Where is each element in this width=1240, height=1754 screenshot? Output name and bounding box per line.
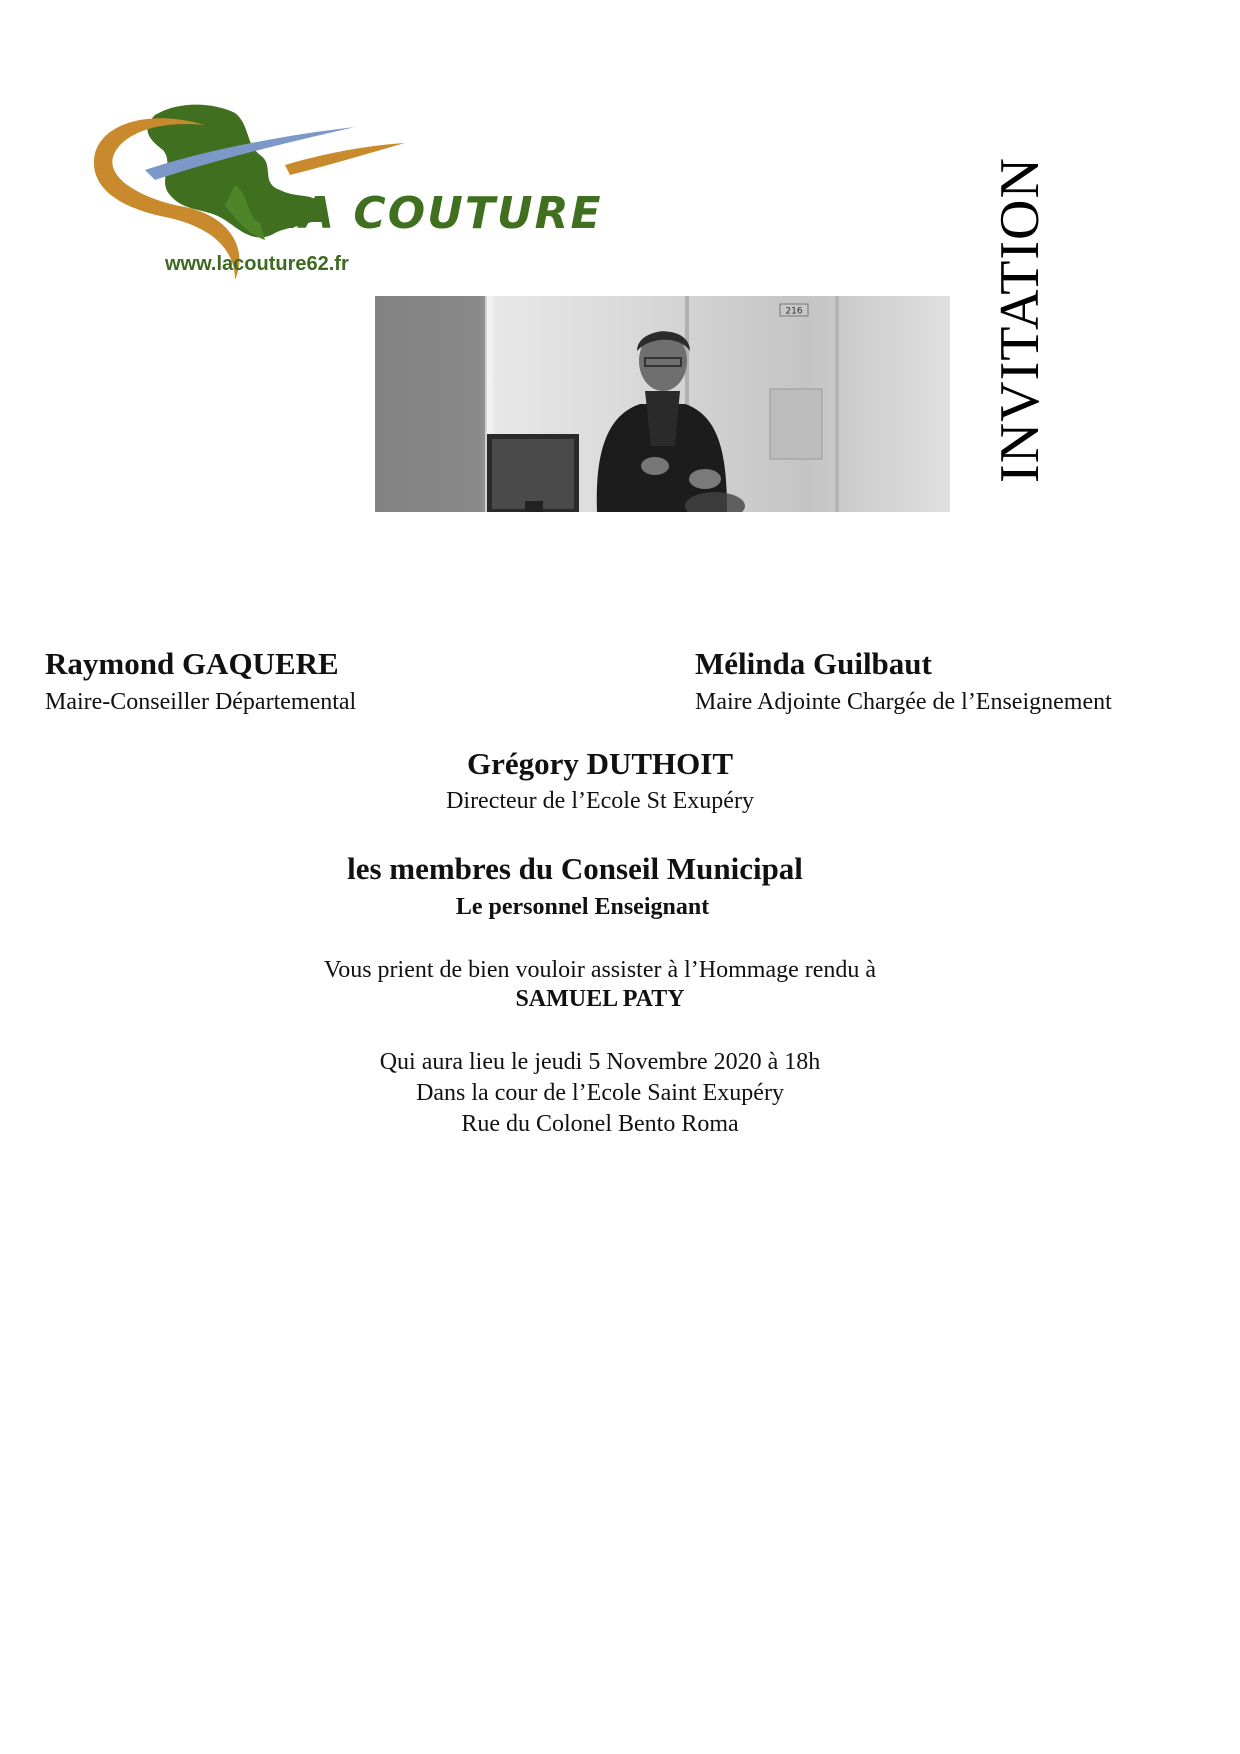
logo-town-name: LA COUTURE <box>270 188 603 239</box>
host-right-role: Maire Adjointe Chargée de l’Enseignement <box>695 689 1112 715</box>
la-couture-logo <box>85 95 603 290</box>
photo-door-number: 216 <box>785 306 803 317</box>
speaker-photo <box>375 296 950 512</box>
teaching-staff: Le personnel Enseignant <box>455 894 710 920</box>
host-center-role: Directeur de l’Ecole St Exupéry <box>446 788 754 814</box>
honoree-name: SAMUEL PATY <box>515 986 685 1012</box>
invitation-line: Vous prient de bien vouloir assister à l’Hommage rendu à <box>323 957 877 983</box>
invitation-title: INVITATION <box>989 157 1051 483</box>
invitation-title-vertical <box>960 140 1090 500</box>
host-center-name: Grégory DUTHOIT <box>466 746 734 781</box>
event-location: Dans la cour de l’Ecole Saint Exupéry <box>416 1080 784 1106</box>
speaker-photo-image <box>375 296 950 512</box>
host-right-name: Mélinda Guilbaut <box>695 646 932 681</box>
host-left-name: Raymond GAQUERE <box>45 646 339 681</box>
council-members: les membres du Conseil Municipal <box>347 851 803 886</box>
event-street: Rue du Colonel Bento Roma <box>461 1111 739 1137</box>
host-left-role: Maire-Conseiller Départemental <box>45 689 357 715</box>
logo-website-url: www.lacouture62.fr <box>165 253 349 275</box>
event-date-time: Qui aura lieu le jeudi 5 Novembre 2020 à 18h <box>379 1049 821 1075</box>
